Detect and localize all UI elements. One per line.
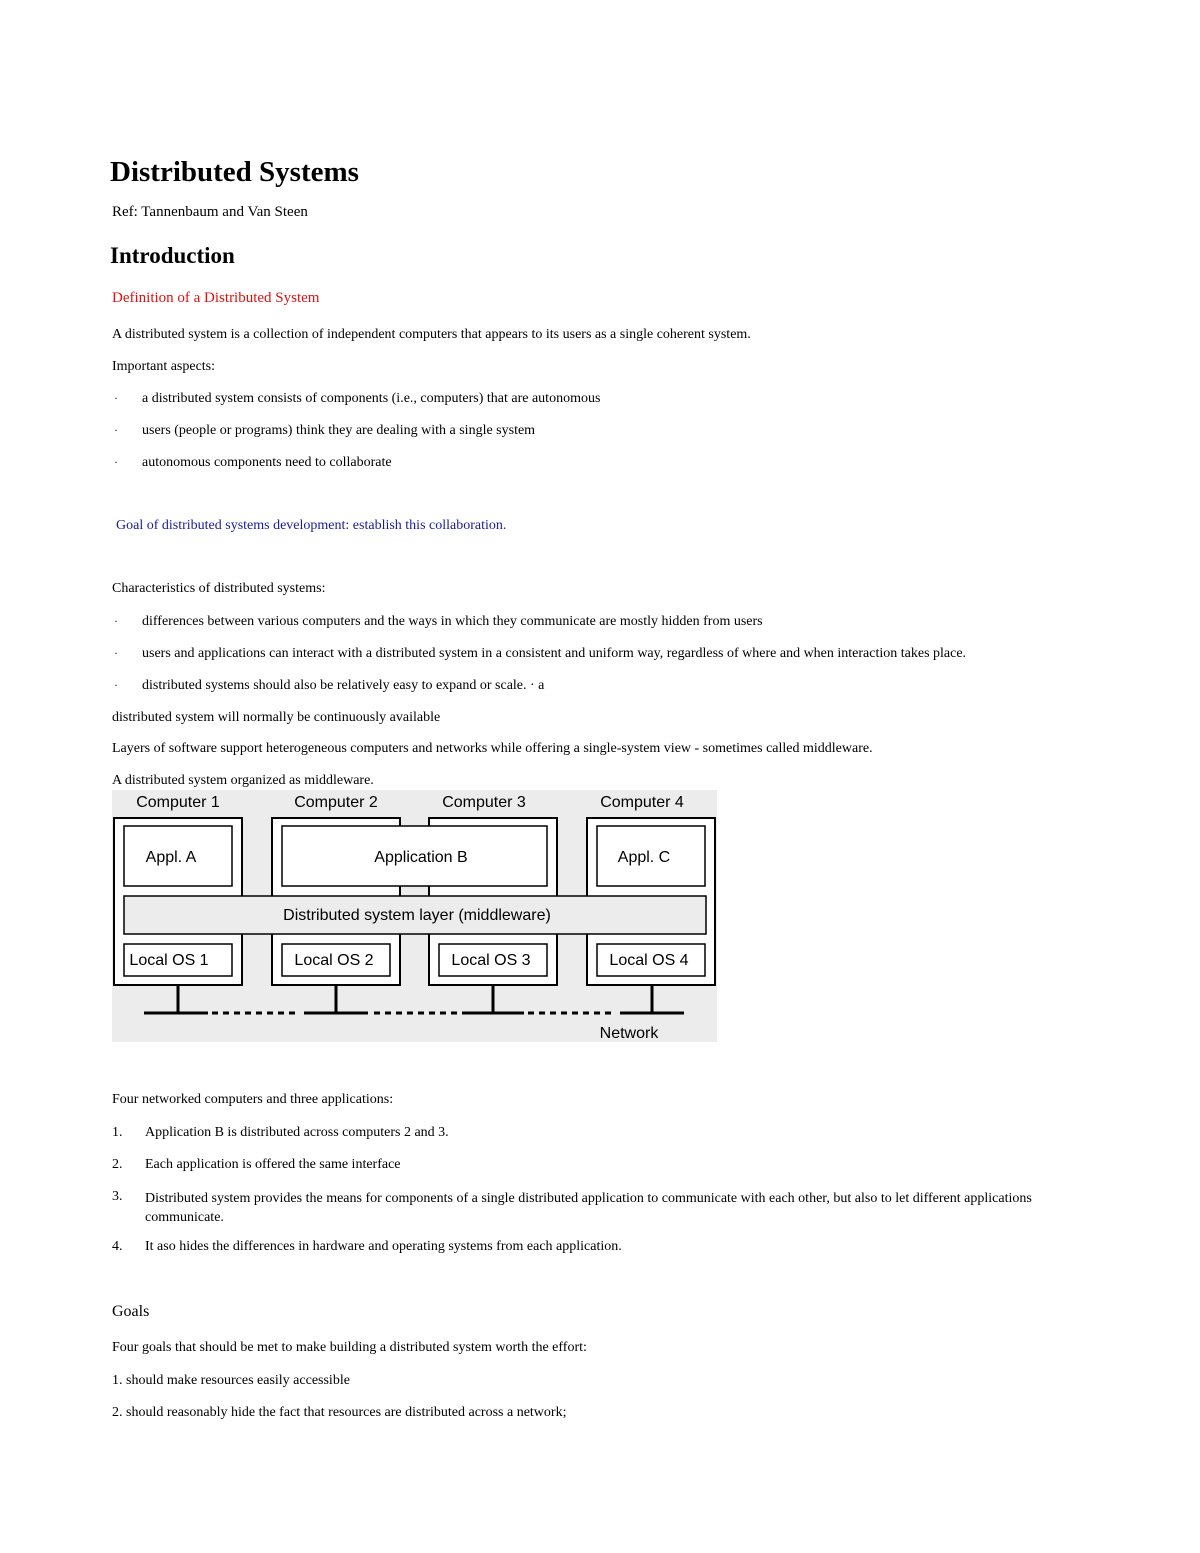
middleware-diagram-svg bbox=[112, 790, 717, 1042]
goals-heading: Goals bbox=[112, 1303, 150, 1320]
page-title: Distributed Systems bbox=[110, 156, 359, 188]
aspect-bullet-3: · bbox=[114, 455, 118, 469]
numbered-item-1-num: 1. bbox=[112, 1125, 123, 1140]
aspect-bullet-1: · bbox=[114, 391, 118, 405]
middleware-description: Layers of software support heterogeneous computers and networks while offering a single-system view - sometimes called middleware. bbox=[112, 741, 873, 756]
computer-label-1: Computer 1 bbox=[136, 794, 220, 811]
numbered-item-2: Each application is offered the same interface bbox=[145, 1157, 401, 1172]
numbered-item-3: Distributed system provides the means for components of a single distributed application to communicate with each other, but also to let different applications communicate. bbox=[145, 1191, 1032, 1225]
middleware-diagram bbox=[112, 790, 717, 1042]
diagram-caption: A distributed system organized as middleware. bbox=[112, 773, 374, 788]
network-label: Network bbox=[599, 1025, 659, 1042]
definition-heading: Definition of a Distributed System bbox=[112, 290, 320, 306]
goals-intro: Four goals that should be met to make building a distributed system worth the effort: bbox=[112, 1340, 587, 1355]
characteristic-bullet-1: · bbox=[114, 614, 118, 628]
numbered-item-1: Application B is distributed across computers 2 and 3. bbox=[145, 1125, 449, 1140]
characteristic-item-2: users and applications can interact with a distributed system in a consistent and uniform way, regardless of where and when interaction takes place. bbox=[142, 646, 967, 661]
aspect-item-2: users (people or programs) think they are dealing with a single system bbox=[142, 423, 536, 438]
four-computers-label: Four networked computers and three applications: bbox=[112, 1092, 394, 1107]
numbered-item-4: It aso hides the differences in hardware and operating systems from each application. bbox=[145, 1239, 622, 1254]
appl-c-label: Appl. C bbox=[617, 849, 671, 866]
computer-label-2: Computer 2 bbox=[294, 794, 378, 811]
application-b-label: Application B bbox=[374, 849, 468, 866]
aspect-item-1: a distributed system consists of components (i.e., computers) that are autonomous bbox=[142, 391, 601, 406]
goal-item-2: 2. should reasonably hide the fact that resources are distributed across a network; bbox=[112, 1405, 567, 1420]
characteristic-item-3: distributed systems should also be relatively easy to expand or scale. · a bbox=[142, 678, 545, 693]
computer-label-4: Computer 4 bbox=[600, 794, 684, 811]
numbered-item-4-num: 4. bbox=[112, 1239, 123, 1254]
characteristic-bullet-3: · bbox=[114, 678, 118, 692]
aspect-item-3: autonomous components need to collaborate bbox=[142, 455, 392, 470]
local-os-label-2: Local OS 2 bbox=[294, 952, 374, 969]
numbered-item-2-num: 2. bbox=[112, 1157, 123, 1172]
characteristics-label: Characteristics of distributed systems: bbox=[112, 581, 326, 596]
characteristic-item-1: differences between various computers and the ways in which they communicate are mostly hidden from users bbox=[142, 614, 763, 629]
local-os-label-1: Local OS 1 bbox=[129, 952, 209, 969]
intro-heading: Introduction bbox=[110, 243, 235, 268]
important-aspects-label: Important aspects: bbox=[112, 359, 216, 374]
computer-label-3: Computer 3 bbox=[442, 794, 526, 811]
characteristic-bullet-2: · bbox=[114, 646, 118, 660]
appl-a-label: Appl. A bbox=[145, 849, 197, 866]
definition-text: A distributed system is a collection of independent computers that appears to its users as a single coherent system. bbox=[112, 327, 751, 342]
local-os-label-3: Local OS 3 bbox=[451, 952, 531, 969]
reference-line: Ref: Tannenbaum and Van Steen bbox=[112, 204, 308, 220]
goal-item-1: 1. should make resources easily accessible bbox=[112, 1373, 350, 1388]
continuation-text: distributed system will normally be continuously available bbox=[112, 710, 441, 725]
local-os-label-4: Local OS 4 bbox=[609, 952, 689, 969]
goal-statement: Goal of distributed systems development: establish this collaboration. bbox=[116, 518, 507, 533]
middleware-layer-label: Distributed system layer (middleware) bbox=[283, 907, 551, 924]
numbered-item-3-num: 3. bbox=[112, 1189, 123, 1204]
aspect-bullet-2: · bbox=[114, 423, 118, 437]
